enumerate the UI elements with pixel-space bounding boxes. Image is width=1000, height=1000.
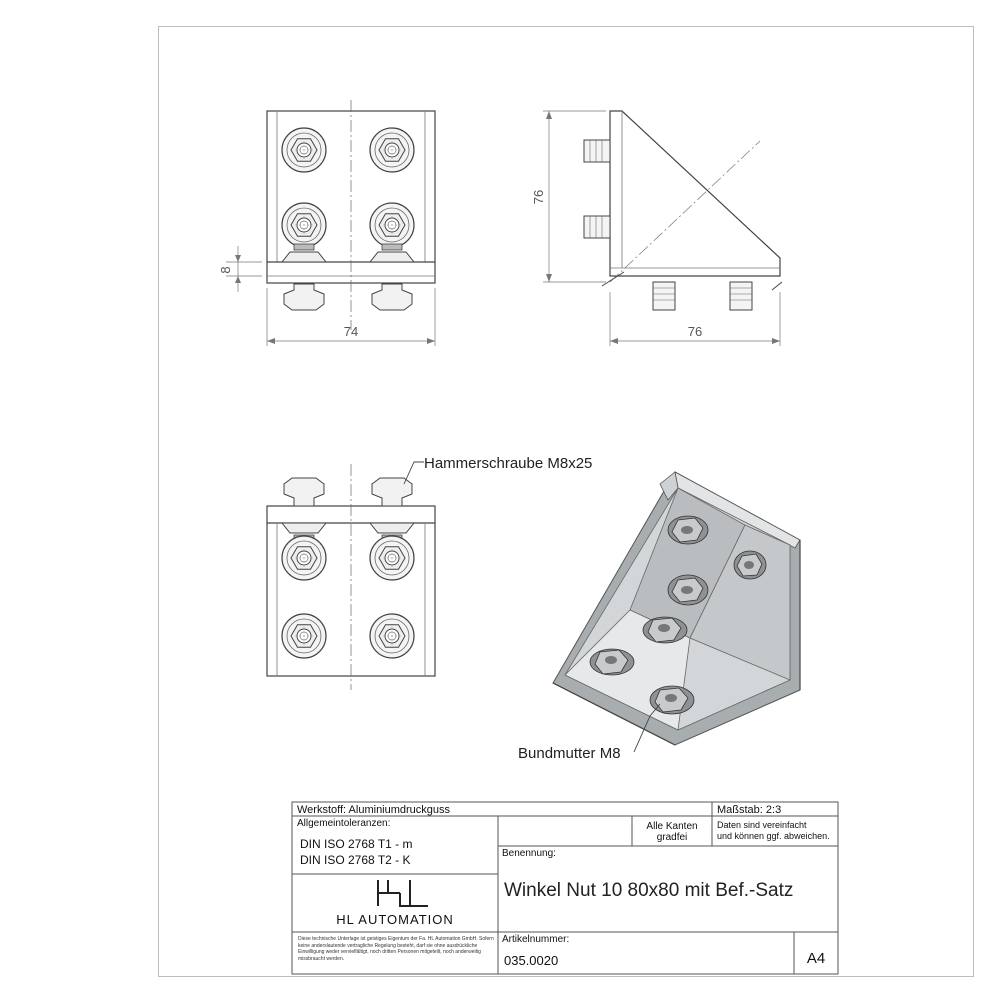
designation-text: Winkel Nut 10 80x80 mit Bef.-Satz bbox=[504, 880, 794, 901]
hl-automation-logo-icon bbox=[378, 880, 428, 906]
tolerance-2: DIN ISO 2768 T2 - K bbox=[300, 853, 411, 867]
paper-format: A4 bbox=[806, 950, 826, 967]
isometric-view bbox=[553, 472, 800, 752]
flange-nut-icon bbox=[668, 575, 708, 605]
bottom-view bbox=[267, 462, 435, 690]
article-label: Artikelnummer: bbox=[502, 934, 570, 945]
side-view bbox=[543, 111, 782, 346]
bolt-icon bbox=[370, 614, 414, 658]
label-hammer-screw: Hammerschraube M8x25 bbox=[424, 455, 593, 472]
note-line2: und können ggf. abweichen. bbox=[717, 831, 830, 841]
front-view bbox=[226, 100, 435, 346]
label-flange-nut: Bundmutter M8 bbox=[518, 745, 621, 762]
dim-width-front: 74 bbox=[343, 324, 359, 339]
flange-nut-icon bbox=[643, 617, 687, 643]
bolt-icon bbox=[282, 536, 326, 580]
article-number: 035.0020 bbox=[504, 953, 559, 968]
bolt-icon bbox=[282, 614, 326, 658]
flange-nut-icon bbox=[590, 649, 634, 675]
material-text: Werkstoff: Aluminiumdruckguss bbox=[297, 804, 451, 816]
bolt-icon bbox=[370, 203, 414, 247]
scale-text: Maßstab: 2:3 bbox=[717, 804, 782, 816]
edges-line2: gradfei bbox=[656, 832, 688, 843]
flange-nut-icon bbox=[734, 551, 766, 579]
flange-nut-icon bbox=[668, 516, 708, 544]
tolerance-1: DIN ISO 2768 T1 - m bbox=[300, 837, 413, 851]
designation-label: Benennung: bbox=[502, 848, 556, 859]
company-name: HL AUTOMATION bbox=[336, 912, 454, 927]
dim-width-side: 76 bbox=[687, 324, 703, 339]
tolerances-label: Allgemeintoleranzen: bbox=[297, 818, 391, 829]
disclaimer-text: Diese technische Unterlage ist geistiges Eigentum der Fa. HL Automation GmbH. Sofern keine anderslautende vertragliche Regelung besteht, darf sie ohne ausdrückliche Einwilligung weder vervielfältigt, noch dritten Personen mitgeteilt, noch anderweitig missbraucht werden. bbox=[298, 936, 494, 962]
note-line1: Daten sind vereinfacht bbox=[717, 820, 807, 830]
bolt-icon bbox=[282, 203, 326, 247]
edges-line1: Alle Kanten bbox=[646, 821, 698, 832]
bolt-icon bbox=[370, 536, 414, 580]
bolt-icon bbox=[370, 128, 414, 172]
bolt-icon bbox=[282, 128, 326, 172]
dim-height-front: 8 bbox=[218, 266, 233, 274]
dim-height-side: 76 bbox=[531, 189, 546, 205]
flange-nut-icon bbox=[650, 686, 694, 714]
